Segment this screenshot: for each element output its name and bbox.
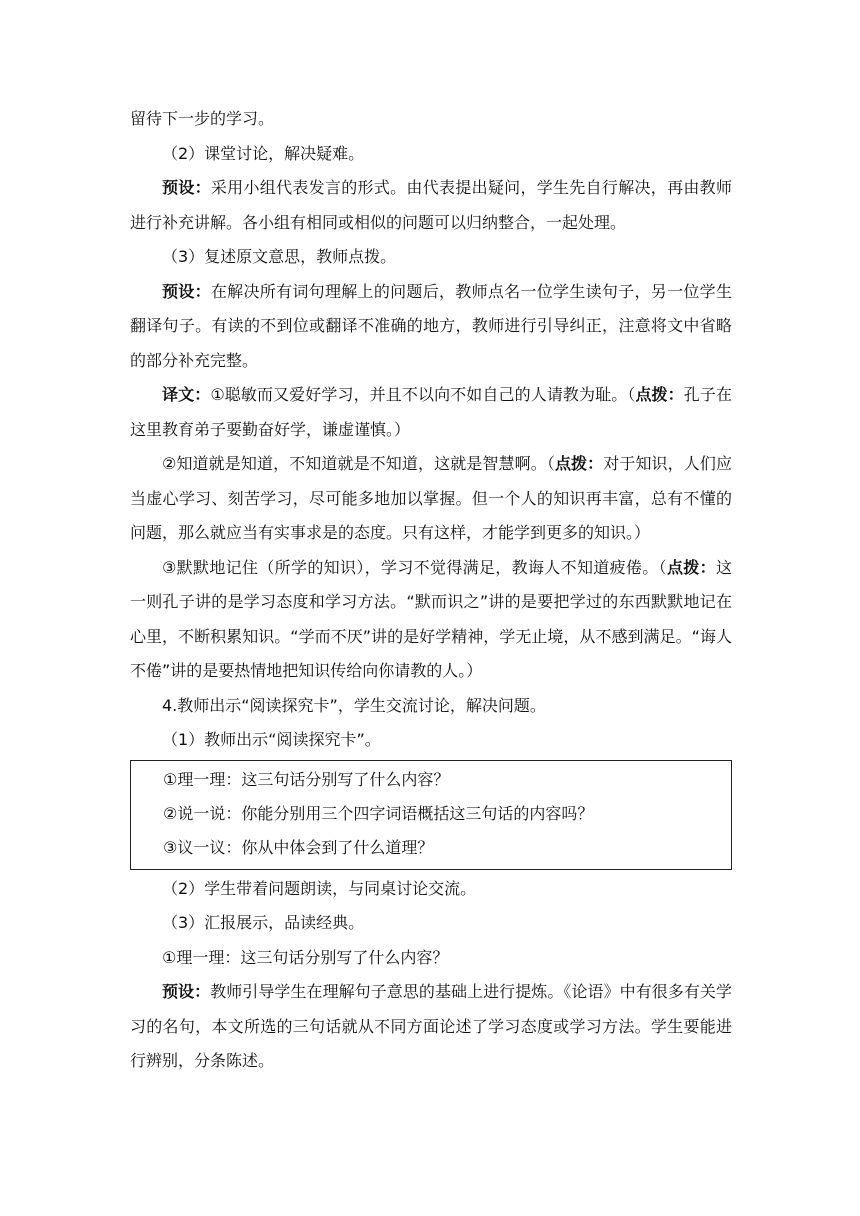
preset-label: 预设： (162, 982, 211, 1001)
paragraph-read-discuss: （2）学生带着问题朗读，与同桌讨论交流。 (162, 878, 477, 898)
document-body (130, 102, 732, 1079)
paragraph-preset-1 (130, 171, 732, 240)
translation-text: ②知道就是知道，不知道就是不知道，这就是智慧啊。（ (162, 454, 555, 473)
note-label: 点拨： (554, 454, 604, 473)
reading-inquiry-card (130, 760, 732, 870)
preset-text: 教师引导学生在理解句子意思的基础上进行提炼。《论语》中有很多有关学习的名句，本文所选的三句话就从不同方面论述了学习态度或学习方法。学生要能进行辨别，分条陈述。 (130, 982, 732, 1070)
translation-text: ③默默地记住（所学的知识），学习不觉得满足，教诲人不知道疲倦。（ (162, 557, 667, 577)
translation-label: 译文： (162, 385, 211, 404)
paragraph-continuation: 留待下一步的学习。 (130, 109, 275, 128)
paragraph-preset-2 (130, 275, 732, 379)
paragraph-show-card: （1）教师出示“阅读探究卡”。 (162, 730, 381, 749)
paragraph-translation-2 (130, 447, 732, 551)
note-text: 对于知识，人们应当虚心学习、刻苦学习，尽可能多地加以掌握。但一个人的知识再丰富，总有不懂的问题，那么就应当有实事求是的态度。只有这样，才能学到更多的知识。） (130, 454, 732, 542)
paragraph-step-discussion: （2）课堂讨论，解决疑难。 (162, 143, 365, 163)
note-label: 点拨： (666, 557, 716, 577)
note-text: 这一则孔子讲的是学习态度和学习方法。“默而识之”讲的是要把学过的东西默默地记在心里，不断积累知识。“学而不厌”讲的是好学精神，学无止境，从不感到满足。“诲人不倦”讲的是要热情地把知识传给向你请教的人。） (130, 557, 732, 680)
note-text: 孔子在这里教育弟子要勤奋好学，谦虚谨慎。） (130, 385, 732, 439)
paragraph-report: （3）汇报展示，品读经典。 (162, 913, 365, 932)
preset-text: 在解决所有词句理解上的问题后，教师点名一位学生读句子，另一位学生翻译句子。有读的不到位或翻译不准确的地方，教师进行引导纠正，注意将文中省略的部分补充完整。 (130, 281, 732, 370)
paragraph-step-retell: （3）复述原文意思，教师点拨。 (162, 247, 397, 266)
paragraph-translation-3 (130, 551, 732, 689)
card-item: ③议一议：你从中体会到了什么道理？ (163, 837, 434, 857)
translation-text: ①聪敏而又爱好学习，并且不以向不如自己的人请教为耻。（ (210, 385, 636, 404)
paragraph-question-1: ①理一理：这三句话分别写了什么内容？ (162, 947, 449, 967)
card-item: ②说一说：你能分别用三个四字词语概括这三句话的内容吗？ (163, 803, 594, 823)
paragraph-translation-1 (130, 378, 732, 447)
preset-text: 采用小组代表发言的形式。由代表提出疑问，学生先自行解决，再由教师进行补充讲解。各小组有相同或相似的问题可以归纳整合，一起处理。 (130, 178, 732, 232)
preset-label: 预设： (162, 178, 211, 197)
note-label: 点拨： (635, 385, 684, 404)
preset-label: 预设： (162, 281, 211, 301)
paragraph-step-4: 4.教师出示“阅读探究卡”，学生交流讨论，解决问题。 (162, 695, 546, 715)
paragraph-preset-3 (130, 975, 732, 1079)
card-item: ①理一理：这三句话分别写了什么内容？ (163, 769, 450, 789)
